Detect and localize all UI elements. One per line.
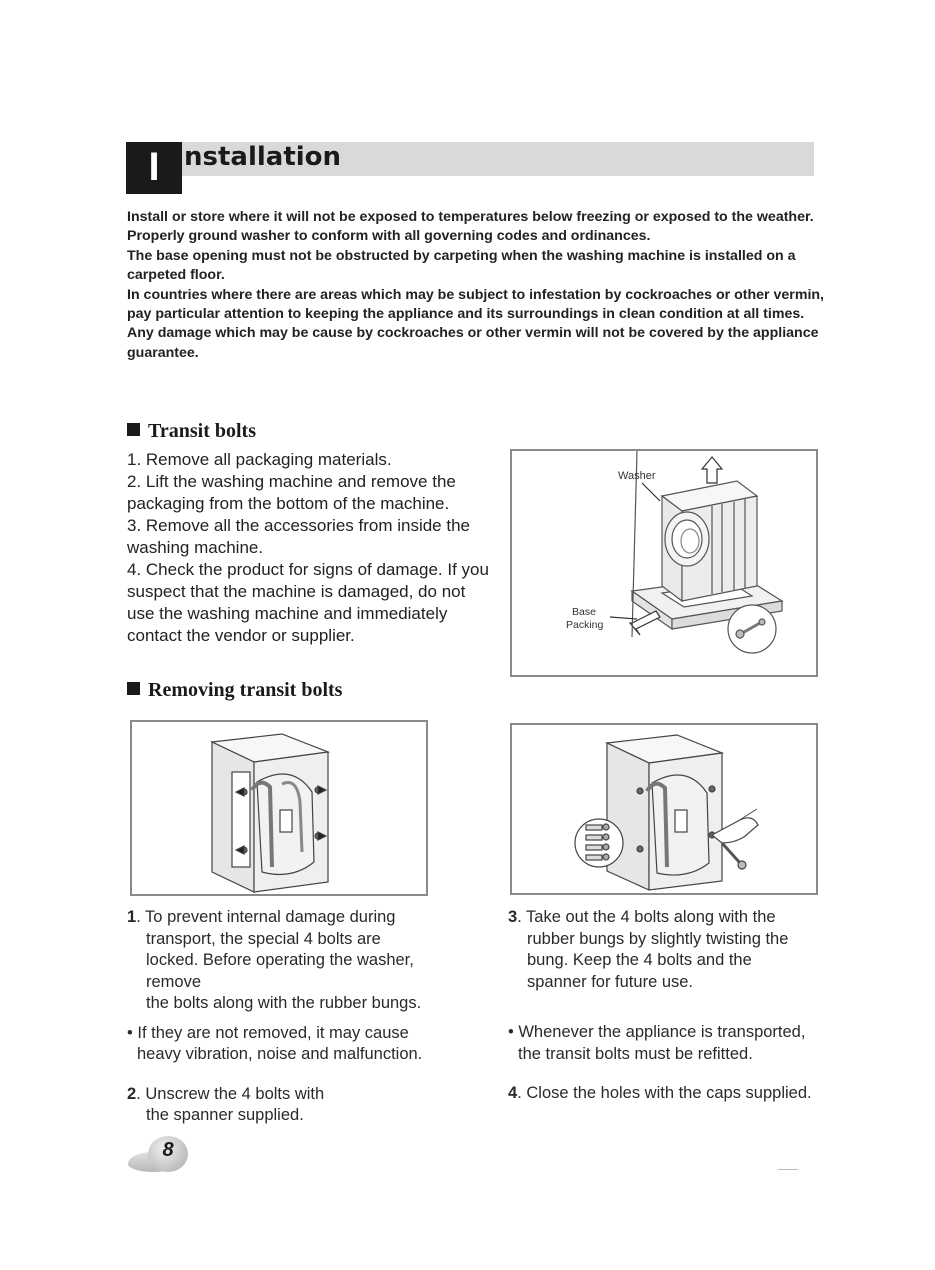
figure-remove-bolts-spanner xyxy=(510,723,818,895)
rear-panel-illustration xyxy=(132,722,426,894)
intro-paragraph: Any damage which may be cause by cockroaches or other vermin will not be covered by the appliance guarantee. xyxy=(127,325,819,361)
base-label: Base xyxy=(572,606,596,618)
step-1-line: locked. Before operating the washer, xyxy=(146,951,414,969)
left-column-instructions xyxy=(127,907,487,1127)
step-3-line: bung. Keep the 4 bolts and the xyxy=(527,951,752,969)
page-title: nstallation xyxy=(184,142,342,172)
bolt-removal-illustration xyxy=(512,725,816,893)
step-3: 3. Take out the 4 bolts along with the xyxy=(508,908,776,926)
washer-label: Washer xyxy=(618,470,656,482)
step-2-line: the spanner supplied. xyxy=(146,1106,304,1124)
intro-warnings xyxy=(127,208,827,363)
step-3-line: spanner for future use. xyxy=(527,972,694,991)
page-number: 8 xyxy=(162,1139,174,1161)
step-3-line: rubber bungs by slightly twisting the xyxy=(527,929,789,948)
note-line: heavy vibration, noise and malfunction. xyxy=(137,1045,423,1063)
intro-paragraph: The base opening must not be obstructed by carpeting when the washing machine is installed on a carpeted floor. xyxy=(127,247,796,284)
note-line: the transit bolts must be refitted. xyxy=(518,1044,753,1063)
section-heading-transit-bolts: Transit bolts xyxy=(127,420,256,443)
footer-mark xyxy=(778,1169,798,1170)
figure-washer-base-packing xyxy=(510,449,818,677)
step-2: 2. Unscrew the 4 bolts with xyxy=(127,1084,325,1103)
intro-paragraph: Properly ground washer to conform with all governing codes and ordinances. xyxy=(127,228,651,245)
list-item: 4. Check the product for signs of damage. If you suspect that the machine is damaged, do not use the washing machine and immediately contact the vendor or supplier. xyxy=(127,560,489,645)
intro-paragraph: In countries where there are areas which may be subject to infestation by cockroaches or other vermin, pay particular attention to keeping the appliance and its surroundings in clean condition at all times. xyxy=(127,286,824,323)
step-1-line: remove xyxy=(146,972,202,991)
transit-steps xyxy=(127,449,497,647)
right-column-instructions xyxy=(508,907,848,1105)
list-item: 3. Remove all the accessories from inside the washing machine. xyxy=(127,516,470,557)
note-line: • If they are not removed, it may cause xyxy=(127,1023,409,1042)
list-item: 2. Lift the washing machine and remove the packaging from the bottom of the machine. xyxy=(127,472,456,513)
square-bullet-icon xyxy=(127,682,140,695)
step-1: 1. To prevent internal damage during xyxy=(127,908,396,926)
square-bullet-icon xyxy=(127,423,140,436)
section-heading-removing-transit-bolts: Removing transit bolts xyxy=(127,679,342,702)
step-4: 4. Close the holes with the caps supplied. xyxy=(508,1084,812,1102)
step-1-line: transport, the special 4 bolts are xyxy=(146,929,381,948)
title-initial: I xyxy=(148,145,160,189)
packing-label: Packing xyxy=(566,619,604,631)
note-line: • Whenever the appliance is transported, xyxy=(508,1023,806,1041)
washer-lift-illustration xyxy=(512,451,816,675)
list-item: 1. Remove all packaging materials. xyxy=(127,450,392,469)
step-1-line: the bolts along with the rubber bungs. xyxy=(146,994,422,1012)
intro-paragraph: Install or store where it will not be exposed to temperatures below freezing or exposed to the weather. xyxy=(127,209,814,225)
figure-rear-bolts xyxy=(130,720,428,896)
